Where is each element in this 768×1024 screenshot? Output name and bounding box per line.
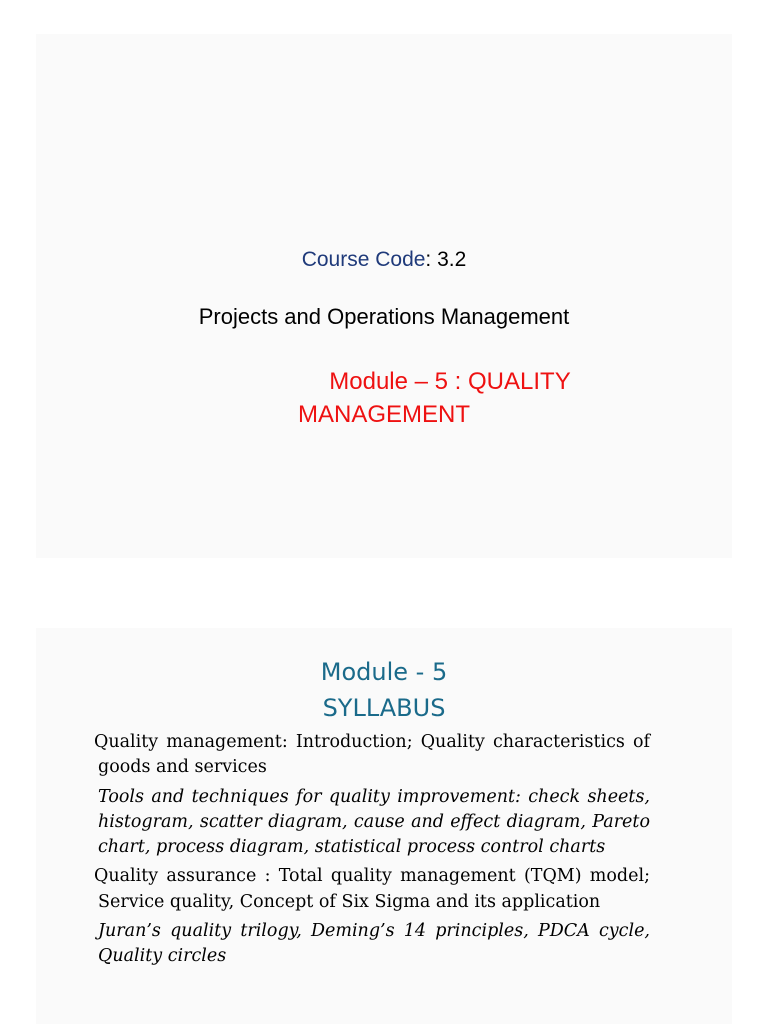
- syllabus-heading: [36, 654, 732, 726]
- course-code-value: : 3.2: [425, 248, 467, 271]
- title-slide: [36, 34, 732, 558]
- syllabus-item-quality-management: Quality management: Introduction; Quality characteristics of goods and services: [94, 732, 650, 778]
- syllabus-item-juran-deming: Juran’s quality trilogy, Deming’s 14 principles, PDCA cycle, Quality circles: [98, 921, 650, 967]
- syllabus-list: [94, 730, 650, 974]
- module-title-line-1: Module – 5 : QUALITY: [329, 368, 571, 395]
- syllabus-item-quality-assurance: Quality assurance : Total quality management (TQM) model; Service quality, Concept of Six Sigma and its application: [94, 866, 650, 912]
- course-title: Projects and Operations Management: [198, 304, 570, 329]
- syllabus-heading-line-2: SYLLABUS: [322, 694, 446, 722]
- course-code: [36, 248, 732, 272]
- course-code-label: Course Code: [301, 248, 426, 271]
- syllabus-heading-line-1: Module - 5: [320, 658, 448, 686]
- module-title: [36, 365, 732, 431]
- module-title-line-2: MANAGEMENT: [297, 401, 470, 428]
- syllabus-item-tools-techniques: Tools and techniques for quality improvement: check sheets, histogram, scatter diagram, cause and effect diagram, Pareto chart, process diagram, statistical process control charts: [98, 786, 650, 858]
